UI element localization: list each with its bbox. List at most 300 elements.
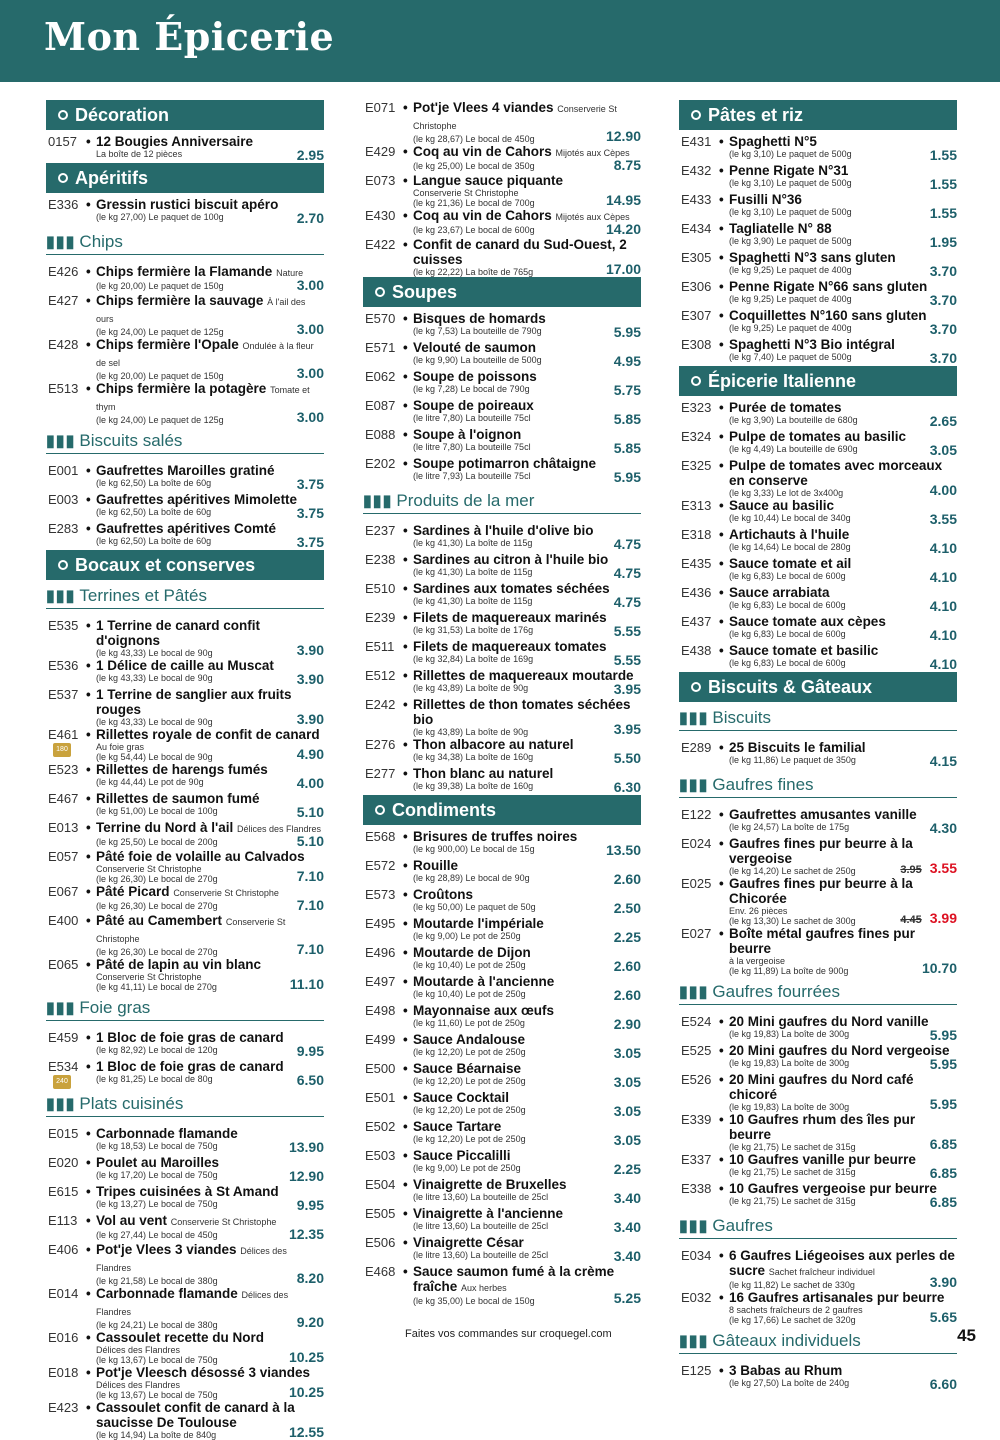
product-row <box>679 498 957 527</box>
product-detail: (le kg 81,25) Le bocal de 80g <box>96 1074 213 1084</box>
price <box>614 382 641 398</box>
product-detail-line: à la vergeoise <box>729 956 786 966</box>
price <box>930 656 957 672</box>
product-name <box>96 463 324 478</box>
product-name-text: Brisures de truffes noires <box>413 829 578 844</box>
price <box>930 482 957 498</box>
product-name <box>96 1286 324 1320</box>
product-row <box>679 221 957 250</box>
product-name <box>413 1032 641 1047</box>
price-value: 7.10 <box>296 897 324 913</box>
price <box>930 1027 957 1043</box>
price <box>297 1043 324 1059</box>
product-detail: (le kg 44,44) Le pot de 90g <box>96 777 204 787</box>
product-row <box>363 945 641 974</box>
product-code: E615 <box>48 1184 79 1199</box>
product-code: E434 <box>681 221 712 236</box>
product-code: E062 <box>365 369 396 384</box>
subsection-header <box>46 231 324 255</box>
product-row <box>363 887 641 916</box>
product-name-text: Soupe de poissons <box>413 369 537 384</box>
product-row <box>363 552 641 581</box>
price-value: 3.00 <box>296 321 324 337</box>
product-extra: Tomate et thym <box>96 385 310 412</box>
product-detail-line: Conserverie St Christophe <box>96 972 202 982</box>
product-row <box>679 192 957 221</box>
product-code: E430 <box>365 208 396 223</box>
product-detail: (le litre 13,60) La bouteille de 25cl <box>413 1192 549 1202</box>
product-row <box>363 737 641 766</box>
product-name <box>96 791 324 806</box>
subsection-header <box>679 1215 957 1239</box>
product-detail: (le kg 3,10) Le paquet de 500g <box>729 207 852 217</box>
product-detail: (le kg 26,30) Le bocal de 270g <box>96 874 218 884</box>
product-row <box>679 308 957 337</box>
product-code: E339 <box>681 1112 712 1127</box>
product-name <box>729 308 957 323</box>
product-name <box>96 762 324 777</box>
price-value: 2.65 <box>929 413 957 429</box>
subsection-header <box>679 981 957 1005</box>
product-code: 0157 <box>48 134 77 149</box>
product-name-text: Chips fermière l'Opale <box>96 337 239 352</box>
price-value: 1.55 <box>929 205 957 221</box>
product-detail: (le kg 62,50) La boîte de 60g <box>96 507 212 517</box>
product-code: E305 <box>681 250 712 265</box>
product-code: E336 <box>48 197 79 212</box>
page-header <box>0 0 1000 82</box>
product-name-text: Pâté de lapin au vin blanc <box>96 957 262 972</box>
product-row <box>363 144 641 173</box>
product-detail: (le kg 27,50) La boîte de 240g <box>729 1378 850 1388</box>
price <box>297 941 324 957</box>
product-row <box>46 820 324 849</box>
product-detail: (le kg 26,30) Le bocal de 270g <box>96 947 218 957</box>
section-title: Épicerie Italienne <box>708 371 857 391</box>
price <box>930 1376 957 1392</box>
old-price: 3.95 <box>900 864 922 876</box>
product-code: E502 <box>365 1119 396 1134</box>
price-value: 2.60 <box>613 987 641 1003</box>
product-row <box>679 429 957 458</box>
circle-icon <box>58 173 68 183</box>
subsection-header <box>46 997 324 1021</box>
section-header <box>363 795 641 825</box>
product-name-text: Gaufres fines pur beurre à la Chicorée <box>729 876 913 906</box>
product-name <box>729 400 957 415</box>
product-name <box>96 197 324 212</box>
product-detail: (le kg 11,89) La boîte de 900g <box>729 966 849 976</box>
product-code: E125 <box>681 1363 712 1378</box>
circle-icon <box>691 376 701 386</box>
product-code: E338 <box>681 1181 712 1196</box>
subsection-header <box>46 1093 324 1117</box>
section-header <box>46 163 324 193</box>
price <box>922 960 957 976</box>
product-code: E020 <box>48 1155 79 1170</box>
price <box>606 261 641 277</box>
product-code: E433 <box>681 192 712 207</box>
product-name <box>96 884 324 901</box>
price <box>930 820 957 836</box>
product-row <box>679 400 957 429</box>
product-row <box>679 1152 957 1181</box>
subsection-title: Chips <box>79 232 123 251</box>
price <box>297 711 324 727</box>
price-value: 3.90 <box>929 1274 957 1290</box>
product-name-text: Carbonnade flamande <box>96 1126 238 1141</box>
product-code: E025 <box>681 876 712 891</box>
product-name <box>413 398 641 413</box>
product-name <box>413 737 641 752</box>
price <box>614 1074 641 1090</box>
product-row <box>46 463 324 492</box>
product-code: E568 <box>365 829 396 844</box>
product-row <box>679 926 957 976</box>
price <box>614 565 641 581</box>
product-detail: (le litre 7,80) La bouteille 75cl <box>413 442 531 452</box>
product-detail: (le kg 43,33) Le bocal de 90g <box>96 648 213 658</box>
product-name <box>413 1119 641 1134</box>
product-name <box>413 1177 641 1192</box>
price <box>614 1045 641 1061</box>
page-title: Mon Épicerie <box>44 14 335 59</box>
price-value: 4.10 <box>929 598 957 614</box>
product-name-text: Cassoulet recette du Nord <box>96 1330 265 1345</box>
product-row <box>46 1242 324 1286</box>
price-value: 12.55 <box>288 1424 324 1440</box>
product-name <box>96 849 324 864</box>
product-detail: (le kg 62,50) La boîte de 60g <box>96 478 212 488</box>
product-code: E014 <box>48 1286 79 1301</box>
price <box>930 1165 957 1181</box>
product-detail: (le kg 3,90) La bouteille de 680g <box>729 415 858 425</box>
product-name <box>729 134 957 149</box>
price <box>297 1314 324 1330</box>
subsection-header <box>679 707 957 731</box>
product-row <box>363 916 641 945</box>
price <box>930 321 957 337</box>
product-code: E525 <box>681 1043 712 1058</box>
product-extra: Mijotés aux Cèpes <box>555 212 630 222</box>
product-name <box>96 1365 324 1380</box>
price-value: 3.90 <box>296 711 324 727</box>
product-code: E535 <box>48 618 79 633</box>
price-value: 5.95 <box>929 1096 957 1112</box>
price-value: 4.10 <box>929 569 957 585</box>
product-name-text: Coq au vin de Cahors <box>413 208 552 223</box>
product-row <box>679 614 957 643</box>
product-row <box>46 293 324 337</box>
price <box>606 128 641 144</box>
product-detail: (le kg 28,67) Le bocal de 450g <box>413 134 535 144</box>
product-name <box>729 498 957 513</box>
product-detail-line: Délices des Flandres <box>96 1380 181 1390</box>
product-code: E572 <box>365 858 396 873</box>
price <box>297 534 324 550</box>
price <box>930 176 957 192</box>
product-detail-line: Conserverie St Christophe <box>413 188 519 198</box>
product-name-text: Boîte métal gaufres fines pur beurre <box>729 926 916 956</box>
price-value: 3.00 <box>296 277 324 293</box>
product-detail: (le kg 900,00) Le bocal de 15g <box>413 844 535 854</box>
price <box>614 1016 641 1032</box>
product-name <box>96 293 324 327</box>
subsection-header <box>363 490 641 514</box>
product-name-text: Sauce saumon fumé à la crème fraîche <box>413 1264 615 1294</box>
product-name-text: Pâté foie de volaille au Calvados <box>96 849 305 864</box>
price <box>614 594 641 610</box>
product-code: E506 <box>365 1235 396 1250</box>
price <box>614 324 641 340</box>
product-detail: (le kg 10,40) Le pot de 250g <box>413 960 526 970</box>
product-code: E015 <box>48 1126 79 1141</box>
product-detail: (le kg 21,75) Le sachet de 315g <box>729 1196 856 1206</box>
product-name-text: Sauce Tartare <box>413 1119 502 1134</box>
price-value: 5.95 <box>929 1056 957 1072</box>
price-value: 3.75 <box>296 534 324 550</box>
subsection-title: Terrines et Pâtés <box>79 586 207 605</box>
price-value: 12.90 <box>288 1168 324 1184</box>
bars-icon: ▮▮▮ <box>679 984 709 1001</box>
product-detail: (le kg 13,30) Le sachet de 300g <box>729 916 856 926</box>
product-name-text: 10 Gaufres vanille pur beurre <box>729 1152 916 1167</box>
product-row <box>363 1148 641 1177</box>
price-value: 4.75 <box>613 594 641 610</box>
product-code: E337 <box>681 1152 712 1167</box>
product-code: E032 <box>681 1290 712 1305</box>
product-detail: (le kg 3,10) Le paquet de 500g <box>729 149 852 159</box>
price <box>289 1139 324 1155</box>
product-name-text: Gaufrettes apéritives Comté <box>96 521 277 536</box>
product-detail: (le kg 3,10) Le paquet de 500g <box>729 178 852 188</box>
price <box>900 910 957 926</box>
price-value: 8.20 <box>296 1270 324 1286</box>
product-code: E242 <box>365 697 396 712</box>
product-name <box>413 766 641 781</box>
price-value: 4.00 <box>296 775 324 791</box>
price <box>900 860 957 876</box>
product-code: E503 <box>365 1148 396 1163</box>
product-name-text: Sauce Piccalilli <box>413 1148 511 1163</box>
product-code: E496 <box>365 945 396 960</box>
product-code: E571 <box>365 340 396 355</box>
product-name-text: Gaufrettes apéritives Mimolette <box>96 492 298 507</box>
price-value: 5.50 <box>613 750 641 766</box>
price-value: 3.05 <box>613 1074 641 1090</box>
price-value: 12.35 <box>288 1226 324 1242</box>
product-detail: (le kg 3,90) Le paquet de 500g <box>729 236 852 246</box>
product-name-text: Spaghetti N°5 <box>729 134 817 149</box>
product-name <box>96 820 324 837</box>
price <box>930 350 957 366</box>
product-code: E436 <box>681 585 712 600</box>
product-name <box>729 614 957 629</box>
product-row <box>363 1090 641 1119</box>
product-name-text: Pot'je Vlees 3 viandes <box>96 1242 237 1257</box>
product-row <box>46 791 324 820</box>
product-name-text: Sauce tomate aux cèpes <box>729 614 886 629</box>
price <box>614 750 641 766</box>
price <box>930 511 957 527</box>
product-row <box>679 337 957 366</box>
price <box>614 536 641 552</box>
product-code: E277 <box>365 766 396 781</box>
old-price: 4.45 <box>900 914 922 926</box>
product-detail: (le kg 14,20) Le sachet de 250g <box>729 866 856 876</box>
product-detail: (le kg 4,49) La bouteille de 690g <box>729 444 858 454</box>
product-detail: (le kg 34,38) La boîte de 160g <box>413 752 534 762</box>
product-extra: Conserverie St Christophe <box>173 888 279 898</box>
product-name <box>729 1181 957 1196</box>
product-row <box>679 163 957 192</box>
product-row <box>363 427 641 456</box>
product-name-text: Soupe à l'oignon <box>413 427 522 442</box>
product-code: E013 <box>48 820 79 835</box>
product-name-text: Chips fermière la potagère <box>96 381 267 396</box>
bars-icon: ▮▮▮ <box>46 1096 76 1113</box>
product-row <box>46 658 324 687</box>
product-detail: (le kg 20,00) Le paquet de 150g <box>96 371 224 381</box>
product-code: E505 <box>365 1206 396 1221</box>
bars-icon: ▮▮▮ <box>46 234 76 251</box>
product-row <box>46 1286 324 1330</box>
product-name <box>413 1148 641 1163</box>
product-row <box>46 1400 324 1440</box>
product-name <box>729 429 957 444</box>
product-name-text: Sauce tomate et basilic <box>729 643 879 658</box>
product-code: E429 <box>365 144 396 159</box>
product-row <box>363 340 641 369</box>
product-row <box>679 585 957 614</box>
product-extra: Mijotés aux Cèpes <box>555 148 630 158</box>
product-detail: (le kg 24,00) Le paquet de 125g <box>96 415 224 425</box>
product-code: E065 <box>48 957 79 972</box>
product-row <box>363 974 641 1003</box>
price-value: 4.30 <box>929 820 957 836</box>
product-row <box>46 492 324 521</box>
price-value: 4.75 <box>613 536 641 552</box>
product-code: E461 <box>48 727 79 742</box>
product-detail: (le kg 20,00) Le paquet de 150g <box>96 281 224 291</box>
product-row <box>46 1213 324 1242</box>
product-code: E500 <box>365 1061 396 1076</box>
price <box>297 642 324 658</box>
product-name-text: Filets de maquereaux marinés <box>413 610 607 625</box>
product-detail: (le kg 11,60) Le pot de 250g <box>413 1018 525 1028</box>
product-detail: (le kg 6,83) Le bocal de 600g <box>729 629 846 639</box>
product-row <box>46 727 324 762</box>
product-detail: (le kg 24,21) Le bocal de 380g <box>96 1320 218 1330</box>
section-title: Pâtes et riz <box>708 105 804 125</box>
product-name <box>729 250 957 265</box>
product-row <box>679 740 957 769</box>
section-title: Condiments <box>392 800 497 820</box>
product-code: E499 <box>365 1032 396 1047</box>
product-name-text: 25 Biscuits le familial <box>729 740 866 755</box>
product-detail: (le kg 21,58) Le bocal de 380g <box>96 1276 218 1286</box>
product-name-text: 20 Mini gaufres du Nord vergeoise <box>729 1043 950 1058</box>
product-code: E027 <box>681 926 712 941</box>
subsection-title: Produits de la mer <box>396 491 535 510</box>
price <box>297 321 324 337</box>
product-detail: (le kg 43,33) Le bocal de 90g <box>96 717 213 727</box>
product-row <box>679 556 957 585</box>
price-value: 3.95 <box>613 721 641 737</box>
product-row <box>679 1290 957 1325</box>
price <box>614 623 641 639</box>
product-code: E501 <box>365 1090 396 1105</box>
price-value: 1.95 <box>929 234 957 250</box>
product-name-text: Rillettes de thon tomates séchées bio <box>413 697 631 727</box>
product-detail: (le kg 43,89) La boîte de 90g <box>413 683 529 693</box>
product-detail: (le kg 11,86) Le paquet de 350g <box>729 755 856 765</box>
product-name-text: Sauce tomate et ail <box>729 556 852 571</box>
product-detail: (le kg 50,00) Le paquet de 50g <box>413 902 536 912</box>
product-code: E534 <box>48 1059 79 1074</box>
product-name-text: 1 Délice de caille au Muscat <box>96 658 274 673</box>
product-name <box>729 643 957 658</box>
product-detail: (le kg 12,20) Le pot de 250g <box>413 1134 526 1144</box>
product-name <box>729 1363 957 1378</box>
product-row <box>46 913 324 957</box>
product-row <box>679 250 957 279</box>
subsection-title: Gaufres fourrées <box>712 982 840 1001</box>
product-detail: (le litre 7,80) La bouteille 75cl <box>413 413 531 423</box>
product-name-text: 20 Mini gaufres du Nord café chicoré <box>729 1072 914 1102</box>
price-value: 3.70 <box>929 350 957 366</box>
price <box>614 1219 641 1235</box>
product-detail: (le kg 3,33) Le lot de 3x400g <box>729 488 844 498</box>
product-detail-line: Env. 26 pièces <box>729 906 788 916</box>
price <box>930 234 957 250</box>
product-detail: (le kg 14,94) La boîte de 840g <box>96 1430 217 1440</box>
product-row <box>363 697 641 737</box>
product-detail: (le litre 13,60) La bouteille de 25cl <box>413 1221 549 1231</box>
product-name <box>413 456 641 471</box>
bars-icon: ▮▮▮ <box>679 1218 709 1235</box>
product-row <box>46 957 324 992</box>
price <box>297 505 324 521</box>
product-detail: (le kg 12,20) Le pot de 250g <box>413 1105 526 1115</box>
product-detail-line: Au foie gras <box>96 742 145 752</box>
product-name-text: Rillettes de maquereaux moutarde <box>413 668 634 683</box>
product-detail: (le kg 43,33) Le bocal de 90g <box>96 673 213 683</box>
product-detail: (le kg 7,53) La bouteille de 790g <box>413 326 542 336</box>
product-row <box>46 1126 324 1155</box>
product-code: E435 <box>681 556 712 571</box>
product-code: E001 <box>48 463 79 478</box>
product-detail: (le kg 27,44) Le bocal de 450g <box>96 1230 218 1240</box>
product-name-text: Moutarde de Dijon <box>413 945 531 960</box>
product-name <box>729 1290 957 1305</box>
product-code: E423 <box>48 1400 79 1415</box>
product-row <box>46 1365 324 1400</box>
price <box>297 210 324 226</box>
product-row <box>363 369 641 398</box>
badge-icon: 180 <box>53 743 71 757</box>
product-extra: À l'ail des ours <box>96 297 306 324</box>
price-value: 6.30 <box>613 779 641 795</box>
price <box>290 976 324 992</box>
product-name <box>96 618 324 648</box>
price <box>930 263 957 279</box>
price <box>614 871 641 887</box>
price-value: 3.95 <box>613 681 641 697</box>
product-name-text: Sardines au citron à l'huile bio <box>413 552 609 567</box>
product-row <box>46 762 324 791</box>
product-detail: (le kg 10,44) Le bocal de 340g <box>729 513 851 523</box>
